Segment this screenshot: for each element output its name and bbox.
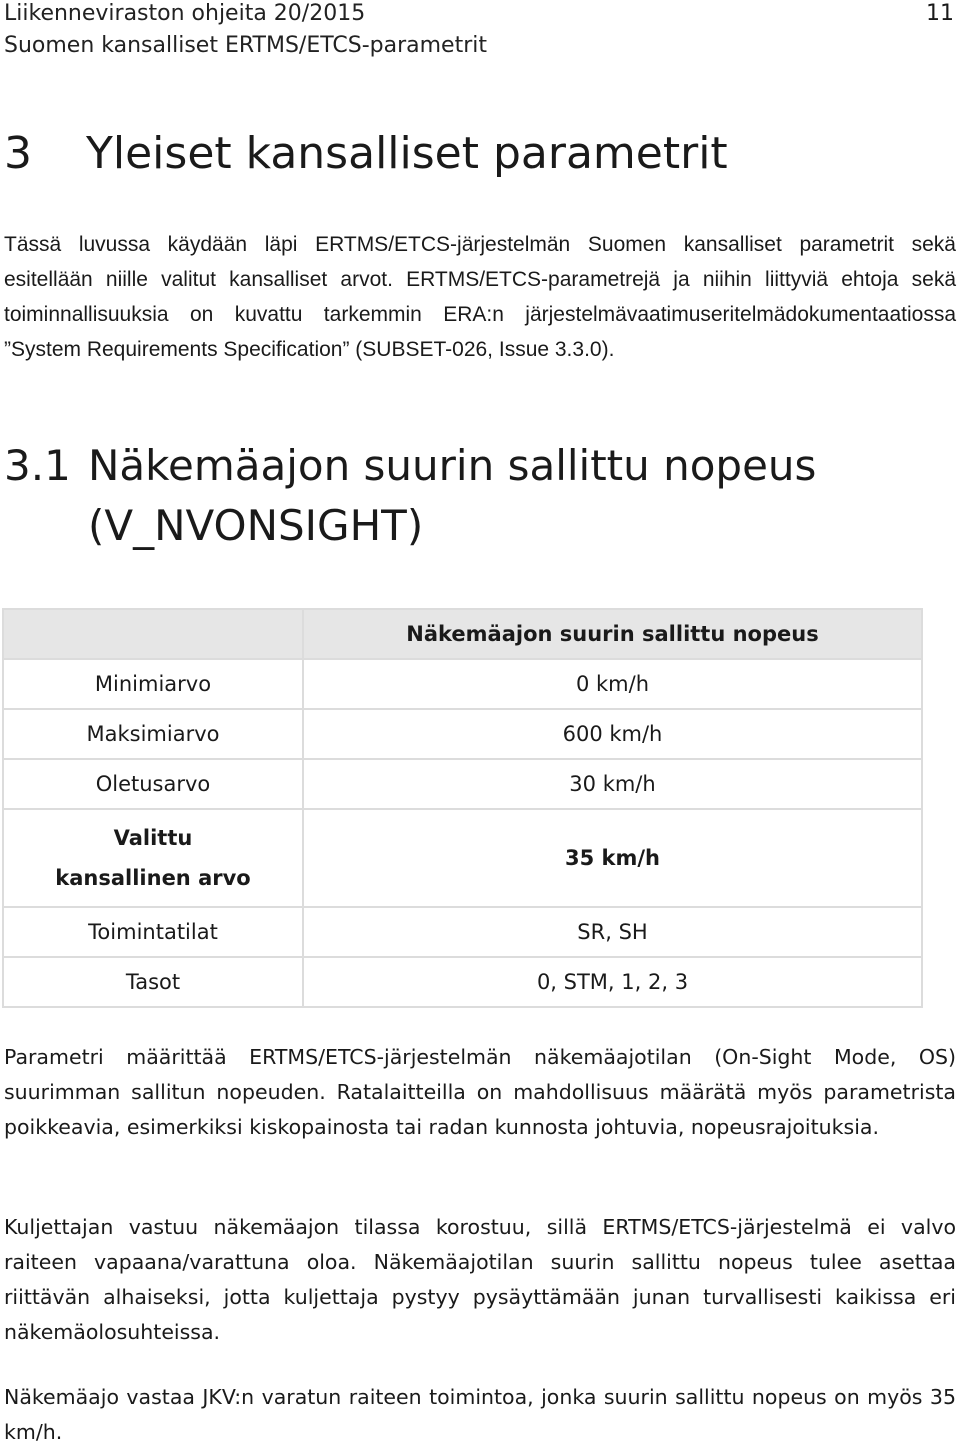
row-label — [3, 809, 303, 907]
row-label: Minimiarvo — [3, 659, 303, 709]
row-label-line1: Valittu — [113, 826, 193, 850]
row-value: 0 km/h — [303, 659, 922, 709]
table-row — [3, 907, 922, 957]
running-header-title: Liikenneviraston ohjeita 20/2015 — [4, 1, 366, 26]
table-row-selected-value — [3, 809, 922, 907]
body-paragraph: Näkemäajo vastaa JKV:n varatun raiteen toimintoa, jonka suurin sallittu nopeus on myös 35 km/h. — [4, 1385, 956, 1444]
row-value: 0, STM, 1, 2, 3 — [303, 957, 922, 1007]
body-paragraph: Parametri määrittää ERTMS/ETCS-järjestelmän näkemäajotilan (On-Sight Mode, OS) suurimman sallitun nopeuden. Ratalaitteilla on mahdollisuus määrätä myös parametrista poikkeavia, esimerkiksi kiskopainosta tai radan kunnosta johtuvia, nopeusrajoituksia. — [4, 1045, 956, 1139]
section-number: 3 — [4, 128, 32, 179]
row-value: 35 km/h — [303, 809, 922, 907]
table-row — [3, 709, 922, 759]
row-label: Maksimiarvo — [3, 709, 303, 759]
row-value: 30 km/h — [303, 759, 922, 809]
table-header-cell: Näkemäajon suurin sallittu nopeus — [303, 609, 922, 659]
row-label: Oletusarvo — [3, 759, 303, 809]
subsection-title-line2: (V_NVONSIGHT) — [88, 501, 424, 550]
section-title: Yleiset kansalliset parametrit — [86, 128, 728, 179]
row-label: Tasot — [3, 957, 303, 1007]
subsection-heading — [4, 436, 816, 556]
intro-paragraph: Tässä luvussa käydään läpi ERTMS/ETCS-järjestelmän Suomen kansalliset parametrit sekä esitellään niille valitut kansalliset arvot. ERTMS/ETCS-parametrejä ja niihin liittyviä ehtoja sekä toiminnallisuuksia on kuvattu tarkemmin ERA:n järjestelmävaatimuseritelmädokumentaatiossa ”System Requirements Specification” (SUBSET-026, Issue 3.3.0). — [4, 233, 956, 361]
parameter-table — [2, 608, 923, 1008]
running-header-subtitle: Suomen kansalliset ERTMS/ETCS-parametrit — [4, 33, 487, 58]
subsection-title-line1: Näkemäajon suurin sallittu nopeus — [88, 441, 817, 490]
table-header-row — [3, 609, 922, 659]
table-row — [3, 759, 922, 809]
section-heading — [4, 126, 728, 182]
page-number: 11 — [926, 1, 954, 26]
table-header-empty-cell — [3, 609, 303, 659]
subsection-number: 3.1 — [4, 441, 71, 490]
row-label: Toimintatilat — [3, 907, 303, 957]
row-value: 600 km/h — [303, 709, 922, 759]
body-paragraph: Kuljettajan vastuu näkemäajon tilassa korostuu, sillä ERTMS/ETCS-järjestelmä ei valvo raiteen vapaana/varattuna oloa. Näkemäajotilan suurin sallittu nopeus tulee asettaa riittävän alhaiseksi, jotta kuljettaja pystyy pysäyttämään junan turvallisesti kaikissa eri näkemäolosuhteissa. — [4, 1215, 956, 1344]
row-value: SR, SH — [303, 907, 922, 957]
row-label-line2: kansallinen arvo — [55, 866, 251, 890]
table-row — [3, 957, 922, 1007]
table-row — [3, 659, 922, 709]
